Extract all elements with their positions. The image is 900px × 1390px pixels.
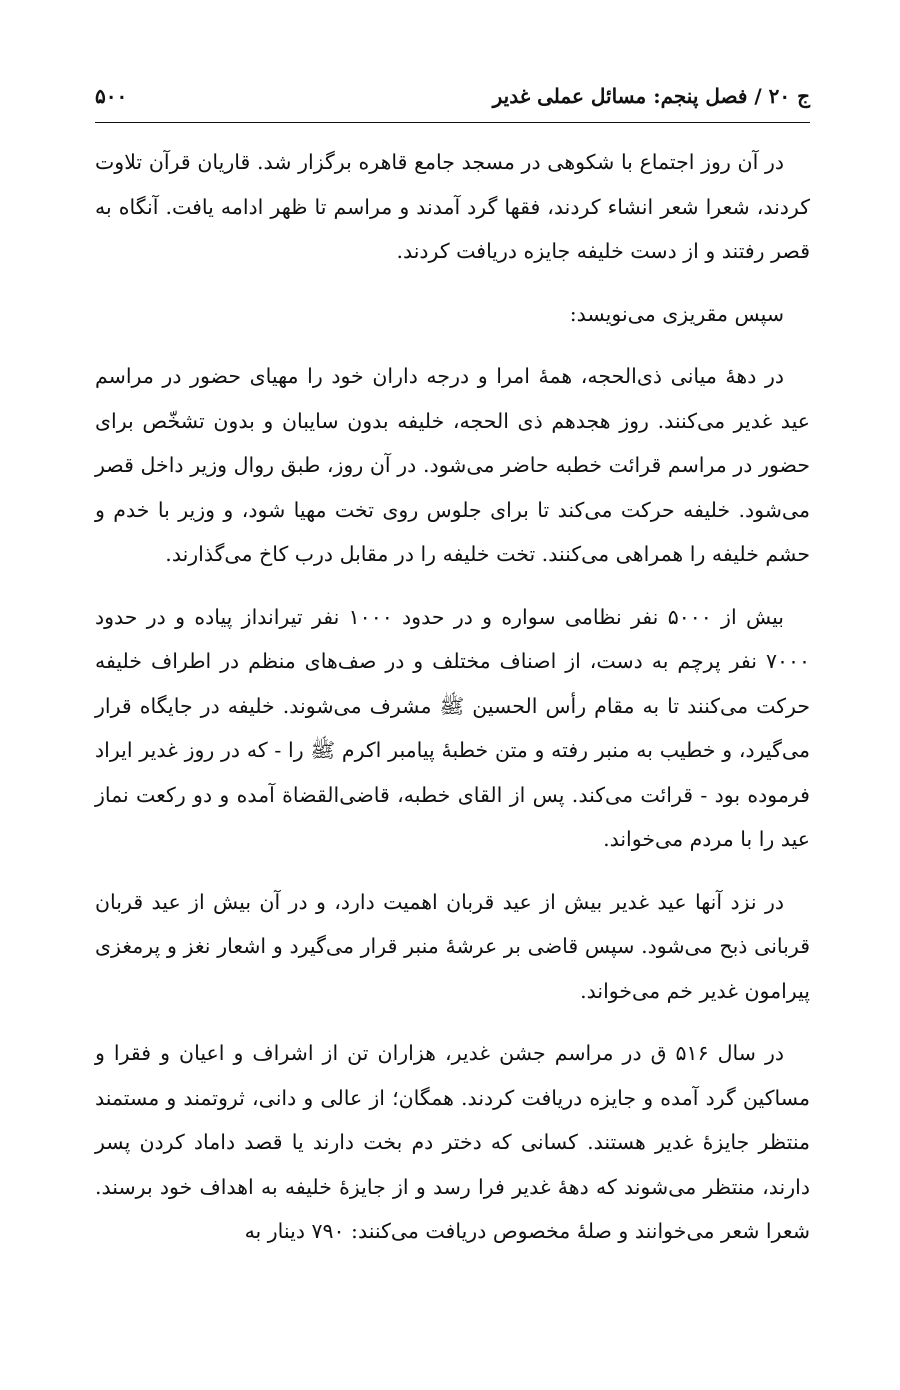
running-header [95, 76, 810, 116]
paragraph: در دهۀ میانی ذی‌الحجه، همۀ امرا و درجه داران خود را مهیای حضور در مراسم عید غدیر می‌کنند. روز هجدهم ذی الحجه، خلیفه بدون سایبان و بدون تشخّص برای حضور در مراسم قرائت خطبه حاضر می‌شود. در آن روز، طبق روال وزیر داخل قصر می‌شود. خلیفه حرکت می‌کند تا برای جلوس روی تخت مهیا شود، و وزیر با خدم و حشم خلیفه را همراهی می‌کنند. تخت خلیفه را در مقابل درب کاخ می‌گذارند. [95, 364, 810, 566]
paragraph: بیش از ۵۰۰۰ نفر نظامی سواره و در حدود ۱۰۰۰ نفر تیرانداز پیاده و در حدود ۷۰۰۰ نفر پرچم به دست، از اصناف مختلف و در صف‌های منظم در اطراف خلیفه حرکت می‌کنند تا به مقام رأس الحسین ﷺ مشرف می‌شوند. خلیفه در جایگاه قرار می‌گیرد، و خطیب به منبر رفته و متن خطبۀ پیامبر اکرم ﷺ را - که در روز غدیر ایراد فرموده بود - قرائت می‌کند. پس از القای خطبه، قاضی‌القضاة آمده و دو رکعت نماز عید را با مردم می‌خواند. [95, 604, 810, 851]
body-text [95, 140, 810, 1272]
running-title: ج ۲۰ / فصل پنجم: مسائل عملی غدیر [492, 84, 810, 108]
header-divider [95, 122, 810, 123]
page-number: ۵۰۰ [95, 84, 128, 108]
paragraph: در سال ۵۱۶ ق در مراسم جشن غدیر، هزاران تن از اشراف و اعیان و فقرا و مساکین گرد آمده و جایزه دریافت کردند. همگان؛ از عالی و دانی، ثروتمند و مستمند منتظر جایزۀ غدیر هستند. کسانی که دختر دم بخت دارند یا قصد داماد کردن پسر دارند، منتظر می‌شوند که دهۀ غدیر فرا رسد و از جایزۀ خلیفه به اهداف خود برسند. شعرا شعر می‌خوانند و صلۀ مخصوص دریافت می‌کنند: ۷۹۰ دینار به [95, 1041, 810, 1243]
paragraph: سپس مقریزی می‌نویسد: [569, 301, 784, 326]
paragraph: در نزد آنها عید غدیر بیش از عید قربان اهمیت دارد، و در آن بیش از عید قربان قربانی ذبح می‌شود. سپس قاضی بر عرشۀ منبر قرار می‌گیرد و اشعار نغز و پرمغزی پیرامون غدیر خم می‌خواند. [95, 889, 810, 1003]
paragraph: در آن روز اجتماع با شکوهی در مسجد جامع قاهره برگزار شد. قاریان قرآن تلاوت کردند، شعرا شعر انشاء کردند، فقها گرد آمدند و مراسم تا ظهر ادامه یافت. آنگاه به قصر رفتند و از دست خلیفه جایزه دریافت کردند. [95, 150, 810, 263]
document-page [95, 0, 810, 1390]
